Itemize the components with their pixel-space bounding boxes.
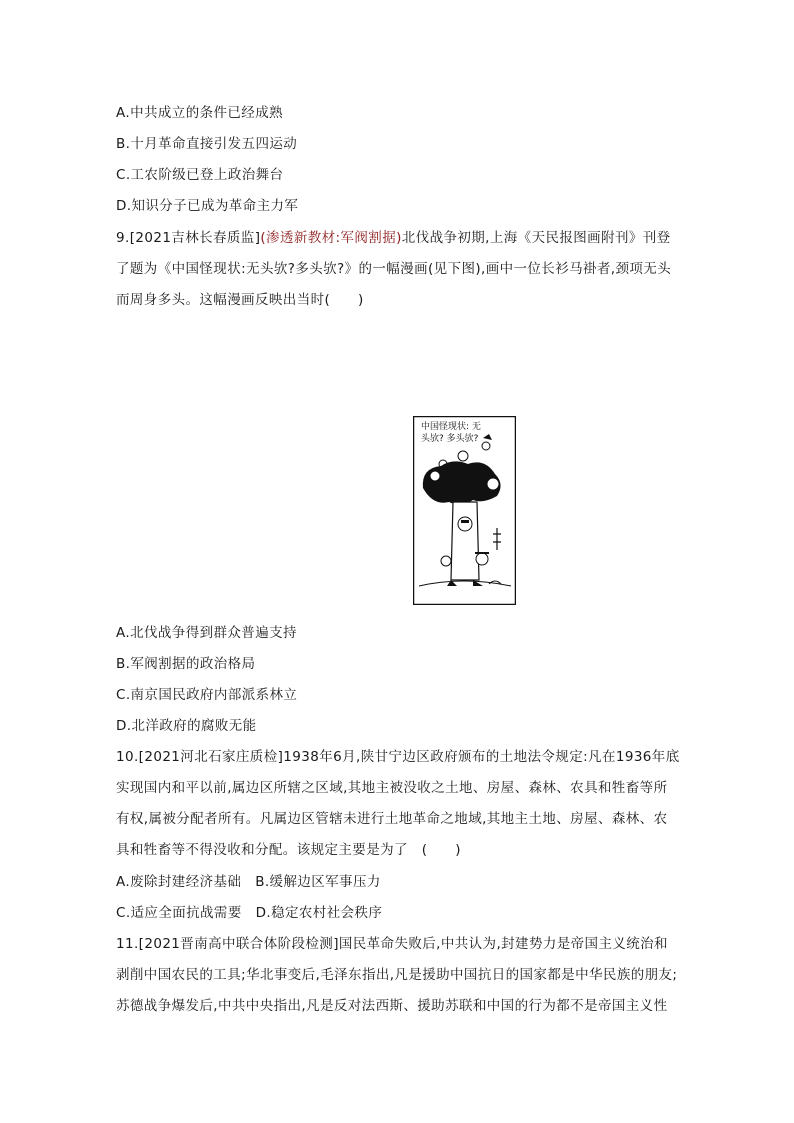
q11-line-2: 剥削中国农民的工具;华北事变后,毛泽东指出,凡是援助中国抗日的国家都是中华民族的朋友; bbox=[116, 967, 678, 983]
q11-line-1: 11.[2021晋南高中联合体阶段检测]国民革命失败后,中共认为,封建势力是帝国主义统治和 bbox=[116, 936, 668, 952]
q9-stem-rest: 北伐战争初期,上海《天民报图画附刊》刊登 bbox=[401, 230, 671, 246]
q8-option-d: D.知识分子已成为革命主力军 bbox=[116, 198, 299, 214]
q10-options-row-2: C.适应全面抗战需要 D.稳定农村社会秩序 bbox=[116, 905, 383, 921]
q9-number: 9. bbox=[116, 230, 130, 246]
q10-options-row-1: A.废除封建经济基础 B.缓解边区军事压力 bbox=[116, 874, 381, 890]
q11-line-3: 苏德战争爆发后,中共中央指出,凡是反对法西斯、援助苏联和中国的行为都不是帝国主义性 bbox=[116, 998, 668, 1014]
q8-option-a: A.中共成立的条件已经成熟 bbox=[116, 105, 283, 121]
q10-line-1: 10.[2021河北石家庄质检]1938年6月,陕甘宁边区政府颁布的土地法令规定:凡在1936年底 bbox=[116, 749, 680, 765]
q9-stem-line-1 bbox=[116, 229, 671, 247]
q10-line-3: 有权,属被分配者所有。凡属边区管辖未进行土地革命之地域,其地主土地、房屋、森林、农 bbox=[116, 811, 668, 827]
q9-stem-line-2: 了题为《中国怪现状:无头欤?多头欤?》的一幅漫画(见下图),画中一位长衫马褂者,颈项无头 bbox=[116, 261, 672, 277]
q8-option-c: C.工农阶级已登上政治舞台 bbox=[116, 167, 284, 183]
cartoon-caption-2: 头欤? 多头欤? bbox=[421, 434, 479, 444]
q9-source: [2021吉林长春质监] bbox=[129, 230, 261, 246]
q9-tag: (渗透新教材:军阀割据) bbox=[260, 230, 402, 246]
q9-option-b: B.军阀割据的政治格局 bbox=[116, 656, 256, 672]
q9-stem-line-3: 而周身多头。这幅漫画反映出当时( ) bbox=[116, 292, 364, 308]
q9-option-a: A.北伐战争得到群众普遍支持 bbox=[116, 625, 297, 641]
q9-option-c: C.南京国民政府内部派系林立 bbox=[116, 687, 298, 703]
q9-option-d: D.北洋政府的腐败无能 bbox=[116, 718, 257, 734]
q10-line-2: 实现国内和平以前,属边区所辖之区域,其地主被没收之土地、房屋、森林、农具和牲畜等所 bbox=[116, 780, 668, 796]
cartoon-caption-1: 中国怪现状: 无 bbox=[421, 422, 481, 432]
q8-option-b: B.十月革命直接引发五四运动 bbox=[116, 136, 298, 152]
q10-line-4: 具和牲畜等不得没收和分配。该规定主要是为了 ( ) bbox=[116, 842, 461, 858]
cartoon-image bbox=[413, 416, 516, 605]
